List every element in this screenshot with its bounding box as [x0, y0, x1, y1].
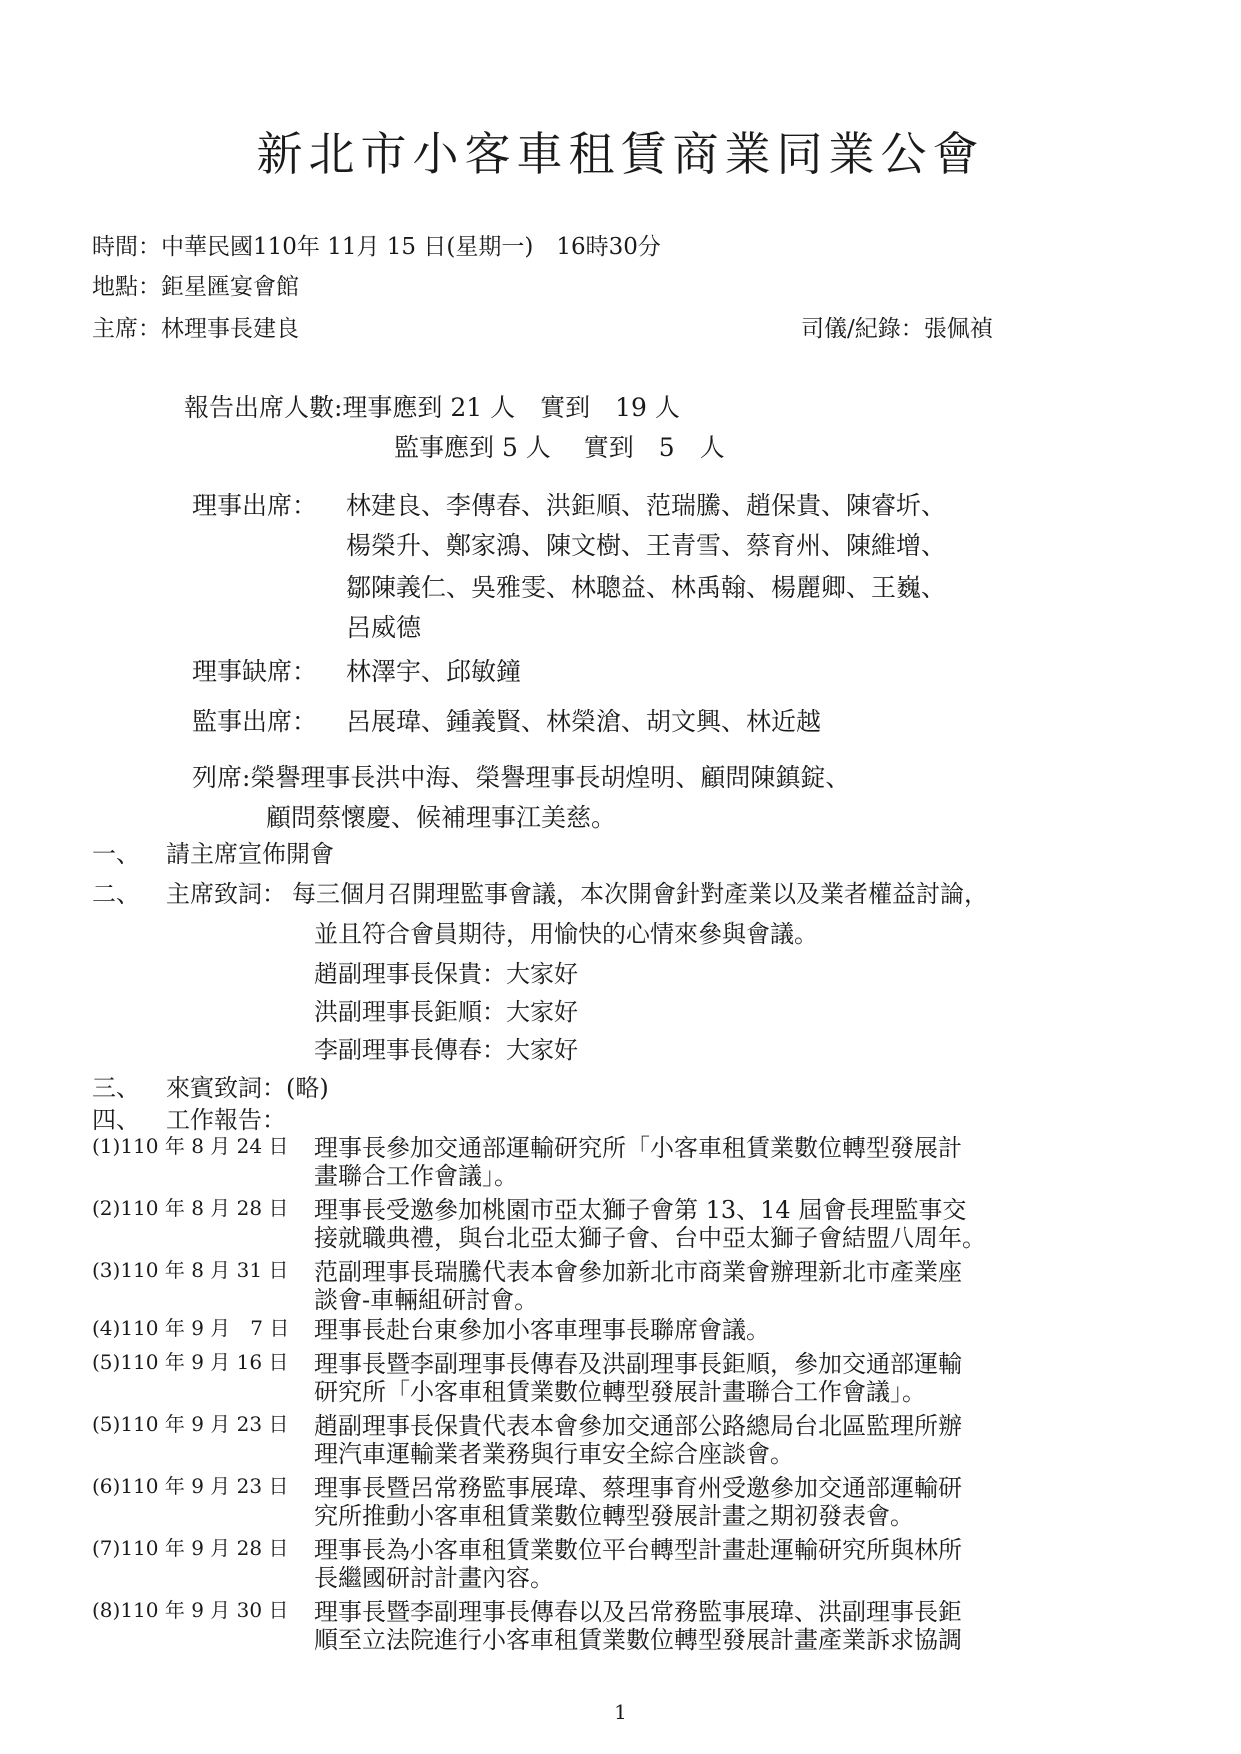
report-text: 趙副理事長保貴代表本會參加交通部公路總局台北區監理所辦: [314, 1412, 962, 1440]
chair-speech-line: 並且符合會員期待，用愉快的心情來參與會議。: [314, 920, 818, 948]
attendance-supervisors: 監事應到 5 人 實到 5 人: [394, 433, 725, 462]
report-date: (5)110 年 9 月 23 日: [92, 1412, 289, 1436]
section-number: 三、: [92, 1074, 140, 1102]
report-text: 研究所「小客車租賃業數位轉型發展計畫聯合工作會議」。: [314, 1378, 926, 1406]
report-text: 畫聯合工作會議」。: [314, 1162, 518, 1190]
chair-speech-line: 每三個月召開理監事會議，本次開會針對產業以及業者權益討論，: [292, 880, 988, 908]
attendance-directors: 報告出席人數:理事應到 21 人 實到 19 人: [184, 393, 680, 422]
section-number: 二、: [92, 880, 140, 908]
supervisors-present-label: 監事出席：: [192, 707, 318, 736]
report-date: (3)110 年 8 月 31 日: [92, 1258, 289, 1282]
report-text: 接就職典禮，與台北亞太獅子會、台中亞太獅子會結盟八周年。: [314, 1224, 986, 1252]
report-text: 理事長受邀參加桃園市亞太獅子會第 13、14 屆會長理監事交: [314, 1196, 967, 1224]
report-date: (2)110 年 8 月 28 日: [92, 1196, 289, 1220]
report-text: 理事長赴台東參加小客車理事長聯席會議。: [314, 1316, 770, 1344]
report-text: 理汽車運輸業者業務與行車安全綜合座談會。: [314, 1440, 794, 1468]
observers-line: 列席:榮譽理事長洪中海、榮譽理事長胡煌明、顧問陳鎮錠、: [192, 763, 851, 792]
report-date: (8)110 年 9 月 30 日: [92, 1598, 289, 1622]
report-date: (4)110 年 9 月 7 日: [92, 1316, 290, 1340]
meeting-time: 時間：中華民國110年 11月 15 日(星期一) 16時30分: [92, 234, 661, 260]
document-title: 新北市小客車租賃商業同業公會: [256, 127, 985, 181]
report-date: (1)110 年 8 月 24 日: [92, 1134, 289, 1158]
report-text: 范副理事長瑞騰代表本會參加新北市商業會辦理新北市產業座: [314, 1258, 962, 1286]
report-text: 理事長暨呂常務監事展瑋、蔡理事育州受邀參加交通部運輸研: [314, 1474, 962, 1502]
report-date: (7)110 年 9 月 28 日: [92, 1536, 289, 1560]
report-text: 理事長參加交通部運輸研究所「小客車租賃業數位轉型發展計: [314, 1134, 962, 1162]
observers-line: 顧問蔡懷慶、候補理事江美慈。: [266, 803, 617, 832]
chair-speech-label: 主席致詞：: [166, 880, 286, 908]
meeting-chair: 主席：林理事長建良: [92, 316, 299, 342]
report-date: (5)110 年 9 月 16 日: [92, 1350, 289, 1374]
report-text: 理事長為小客車租賃業數位平台轉型計畫赴運輸研究所與林所: [314, 1536, 962, 1564]
directors-present-line: 呂威德: [346, 613, 422, 642]
work-report-heading: 工作報告：: [166, 1106, 286, 1134]
report-text: 談會-車輛組研討會。: [314, 1286, 539, 1314]
guest-speech: 來賓致詞：(略): [166, 1074, 329, 1102]
directors-present-label: 理事出席：: [192, 491, 318, 520]
directors-present-line: 楊榮升、鄭家鴻、陳文樹、王青雪、蔡育州、陳維增、: [346, 531, 947, 560]
greeting-line: 李副理事長傳春：大家好: [314, 1036, 578, 1064]
section-number: 一、: [92, 840, 140, 868]
greeting-line: 洪副理事長鉅順：大家好: [314, 998, 578, 1026]
directors-present-line: 鄒陳義仁、吳雅雯、林聰益、林禹翰、楊麗卿、王巍、: [346, 573, 947, 602]
report-date: (6)110 年 9 月 23 日: [92, 1474, 289, 1498]
directors-present-line: 林建良、李傳春、洪鉅順、范瑞騰、趙保貴、陳睿圻、: [346, 491, 947, 520]
directors-absent-names: 林澤宇、邱敏鐘: [346, 657, 522, 686]
page-number: 1: [614, 1700, 627, 1724]
report-text: 順至立法院進行小客車租賃業數位轉型發展計畫產業訴求協調: [314, 1626, 962, 1654]
supervisors-present-names: 呂展瑋、鍾義賢、林榮滄、胡文興、林近越: [346, 707, 822, 736]
meeting-recorder: 司儀/紀錄：張佩禎: [801, 316, 993, 342]
greeting-line: 趙副理事長保貴：大家好: [314, 960, 578, 988]
report-text: 理事長暨李副理事長傳春以及呂常務監事展瑋、洪副理事長鉅: [314, 1598, 962, 1626]
report-text: 理事長暨李副理事長傳春及洪副理事長鉅順，參加交通部運輸: [314, 1350, 962, 1378]
report-text: 究所推動小客車租賃業數位轉型發展計畫之期初發表會。: [314, 1502, 914, 1530]
section-number: 四、: [92, 1106, 140, 1134]
report-text: 長繼國研討計畫內容。: [314, 1564, 554, 1592]
directors-absent-label: 理事缺席：: [192, 657, 318, 686]
section-open: 請主席宣佈開會: [166, 840, 334, 868]
meeting-place: 地點：鉅星匯宴會館: [92, 274, 299, 300]
